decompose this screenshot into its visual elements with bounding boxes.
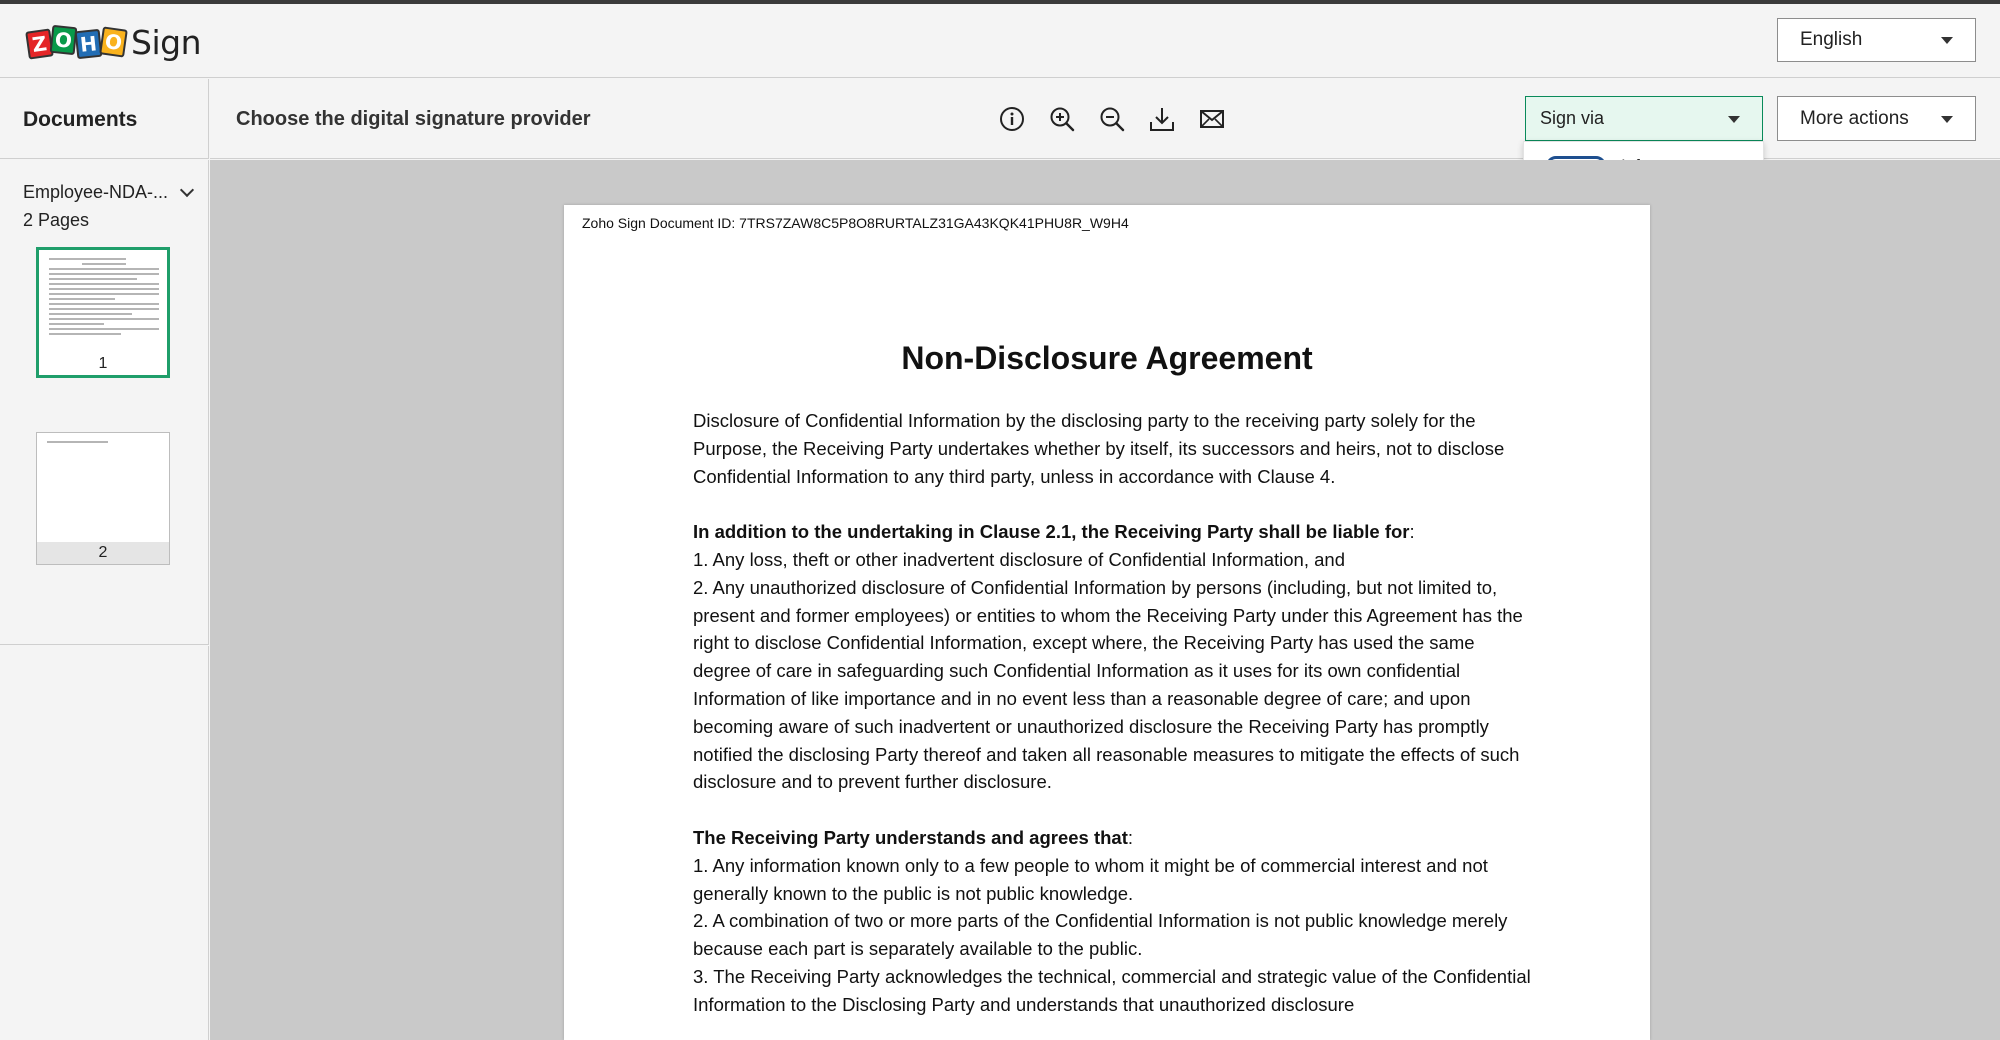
- thumbnail-content: [47, 441, 157, 446]
- clause-3-item-1: 1. Any information known only to a few people to whom it might be of commercial interest and not generally known to the public is not public knowledge.: [693, 854, 1488, 904]
- document-title: Non-Disclosure Agreement: [901, 340, 1313, 376]
- paragraph-1: Disclosure of Confidential Information by the disclosing party to the receiving party solely for the Purpose, the Receiving Party undertakes whether by itself, its successors and heirs, not to disclose Confidential Information to any third party, unless in accordance with Clause 4.: [693, 410, 1505, 487]
- thumbnail-number: 1: [98, 355, 108, 372]
- document-body: [693, 407, 1533, 1019]
- logo-letter-z: Z: [25, 28, 54, 59]
- document-sidebar: [0, 160, 209, 645]
- thumbnail-content: [49, 258, 159, 338]
- clause-3-item-2: 2. A combination of two or more parts of the Confidential Information is not public knowledge merely because each part is separately available to the public.: [693, 910, 1508, 960]
- page-thumbnail-1[interactable]: [36, 247, 170, 378]
- toolbar-icons: [998, 105, 1226, 133]
- caret-down-icon: [1941, 37, 1953, 44]
- sign-via-label: Sign via: [1540, 108, 1605, 128]
- chevron-down-icon: [180, 183, 194, 197]
- zoho-sign-logo[interactable]: [27, 22, 201, 62]
- documents-title: Documents: [23, 108, 138, 131]
- caret-down-icon: [1941, 116, 1953, 123]
- language-value: English: [1800, 29, 1863, 50]
- document-id: Zoho Sign Document ID: 7TRS7ZAW8C5P8O8RURTALZ31GA43KQK41PHU8R_W9H4: [582, 215, 1129, 231]
- heading-3-suffix: :: [1127, 826, 1134, 848]
- clause-2-item-2: 2. Any unauthorized disclosure of Confidential Information by persons (including, but not limited to, present and former employees) or entities to whom the Receiving Party under this Agreement has the right to disclose Confidential Information, except where, the Receiving Party has used the same degree of care in safeguarding such Confidential Information as it uses for its own confidential Information of like importance and in no event less than a reasonable degree of care; and upon becoming aware of such inadvertent or unauthorized disclosure the Receiving Party has promptly notified the disclosing Party thereof and taken all reasonable measures to mitigate the effects of such disclosure and to prevent further disclosure.: [693, 576, 1523, 793]
- thumbnail-number: 2: [37, 542, 169, 564]
- logo-letter-o2: O: [99, 26, 128, 57]
- toolbar-title: Choose the digital signature provider: [236, 108, 591, 130]
- document-name-toggle[interactable]: [23, 182, 192, 203]
- more-actions-label: More actions: [1800, 107, 1909, 129]
- info-icon[interactable]: [998, 105, 1026, 133]
- language-select[interactable]: [1777, 18, 1976, 62]
- sidebar-empty-area: [0, 646, 209, 1040]
- zoom-out-icon[interactable]: [1098, 105, 1126, 133]
- download-icon[interactable]: [1148, 105, 1176, 133]
- logo-letter-h: H: [75, 29, 103, 59]
- heading-3-text: The Receiving Party understands and agrees that: [693, 826, 1128, 848]
- document-name: Employee-NDA-...: [23, 182, 169, 202]
- caret-down-icon: [1728, 116, 1740, 123]
- document-canvas[interactable]: [210, 160, 2000, 1040]
- logo-letter-o: O: [50, 25, 78, 55]
- heading-2-text: In addition to the undertaking in Clause 2.1, the Receiving Party shall be liable for: [693, 521, 1410, 543]
- page-count: 2 Pages: [23, 210, 90, 230]
- mail-icon[interactable]: [1198, 105, 1226, 133]
- page-thumbnail-2[interactable]: [36, 432, 170, 565]
- document-page: [564, 205, 1650, 1040]
- more-actions-select[interactable]: [1777, 96, 1976, 141]
- heading-2: [693, 518, 1533, 546]
- zoom-in-icon[interactable]: [1048, 105, 1076, 133]
- clause-3-item-3: 3. The Receiving Party acknowledges the technical, commercial and strategic value of the Confidential Information to the Disclosing Party and understands that unauthorized disclosure: [693, 965, 1531, 1015]
- heading-2-suffix: :: [1409, 521, 1415, 543]
- app-header: [0, 4, 2000, 78]
- logo-text: Sign: [131, 22, 201, 62]
- sign-via-select[interactable]: [1525, 96, 1763, 141]
- zoho-logo-icon: [27, 22, 127, 62]
- heading-3: [693, 824, 1533, 852]
- sidebar-header: [0, 79, 209, 159]
- clause-2-item-1: 1. Any loss, theft or other inadvertent disclosure of Confidential Information, and: [693, 548, 1345, 570]
